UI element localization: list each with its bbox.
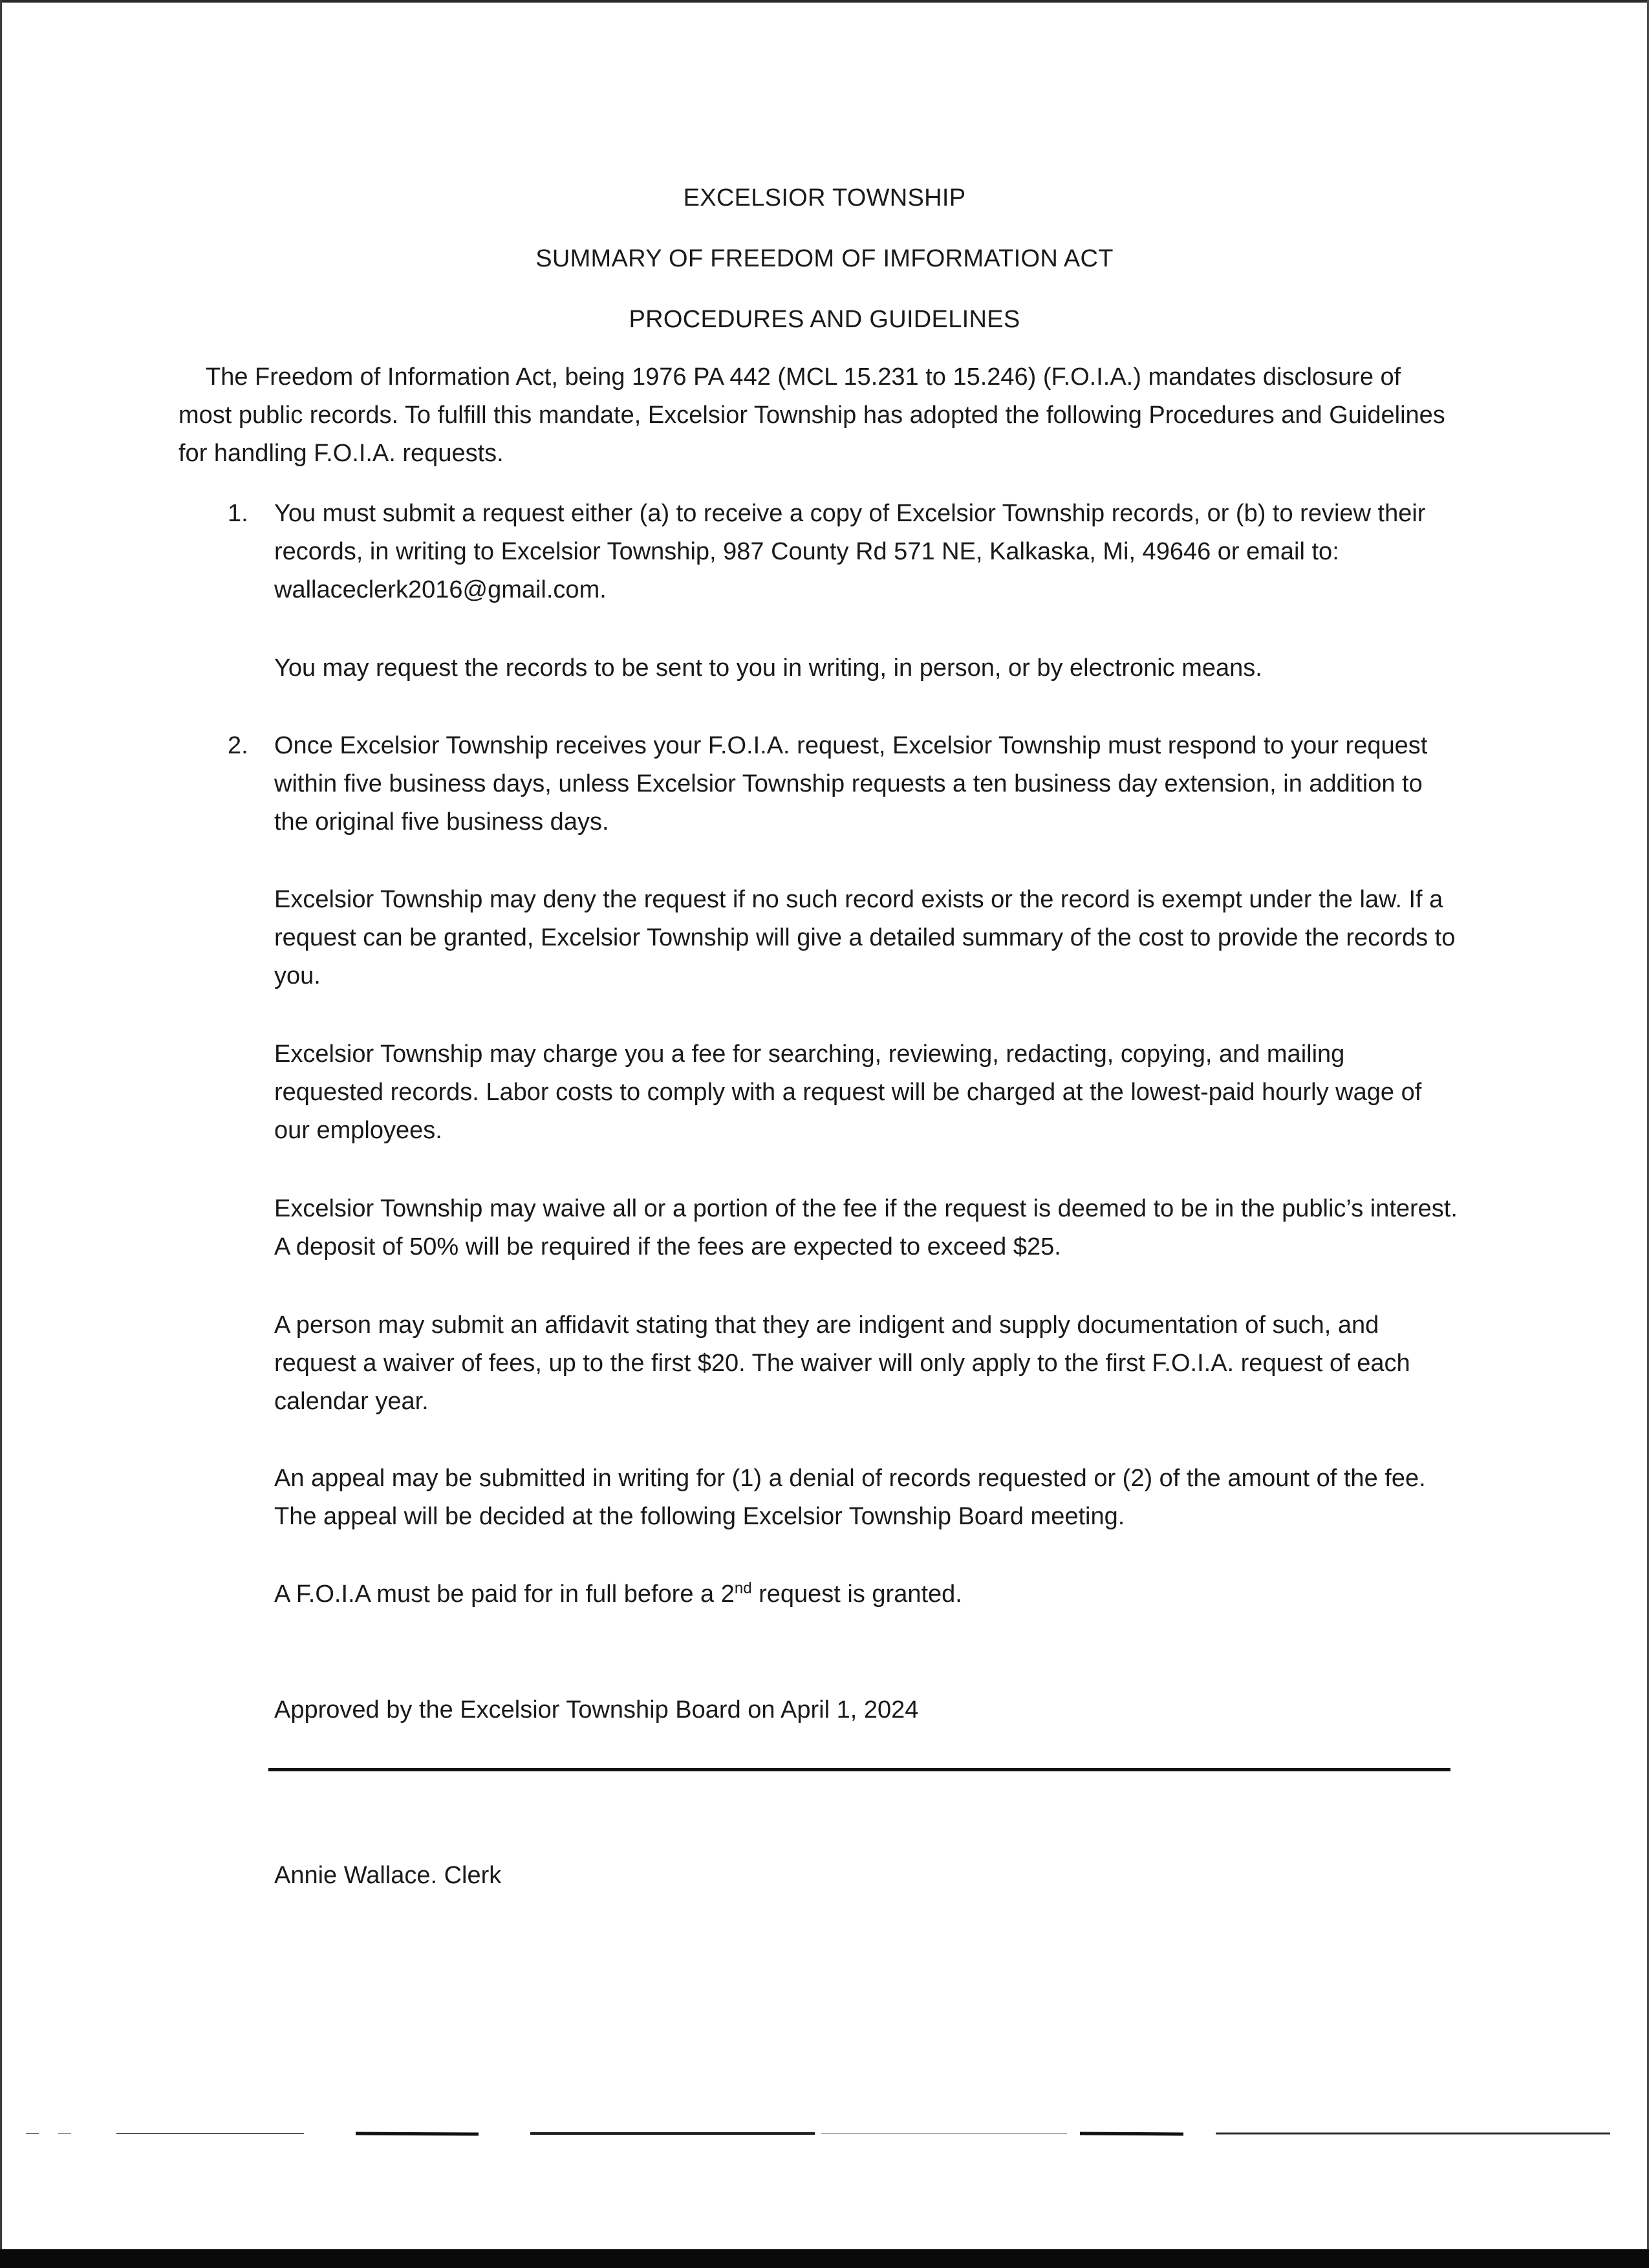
intro-paragraph: The Freedom of Information Act, being 1976 PA 442 (MCL 15.231 to 15.246) (F.O.I.A.) mandates disclosure of most public records. To fulfill this mandate, Excelsior Township has adopted the following Procedures and Guidelines for handling F.O.I.A. requests. <box>178 363 1445 467</box>
scan-top-edge <box>0 0 1649 3</box>
clerk-signature-name: Annie Wallace. Clerk <box>274 1862 502 1889</box>
item2-paragraph2: Excelsior Township may deny the request if no such record exists or the record is exempt under the law. If a request can be granted, Excelsior Township will give a detailed summary of the cost to provide the records to you. <box>274 886 1456 989</box>
scan-bottom-band <box>0 2249 1649 2268</box>
scan-artifact-dashes <box>0 2132 1649 2137</box>
list-number-1: 1. <box>228 500 248 527</box>
item2-paragraph4: Excelsior Township may waive all or a portion of the fee if the request is deemed to be in the public’s interest. A deposit of 50% will be required if the fees are expected to exceed $25. <box>274 1195 1458 1260</box>
document-subtitle: SUMMARY OF FREEDOM OF IMFORMATION ACT <box>535 245 1114 272</box>
item2-paragraph3: Excelsior Township may charge you a fee for searching, reviewing, redacting, copying, and mailing requested records. Labor costs to comply with a request will be charged at the lowest-paid hourly wage of our employees. <box>274 1041 1422 1144</box>
item2-paragraph1: Once Excelsior Township receives your F.O.I.A. request, Excelsior Township must respond to your request within five business days, unless Excelsior Township requests a ten business day extension, in addition to the original five business days. <box>274 732 1428 836</box>
list-number-2: 2. <box>228 732 248 759</box>
item1-paragraph2: You may request the records to be sent to you in writing, in person, or by electronic means. <box>274 654 1262 682</box>
signature-line <box>268 1768 1450 1771</box>
ordinal-suffix: nd <box>734 1579 752 1597</box>
item2-payment-note <box>274 1575 1458 1614</box>
item1-paragraph1: You must submit a request either (a) to receive a copy of Excelsior Township records, or (b) to review their records, in writing to Excelsior Township, 987 County Rd 571 NE, Kalkaska, Mi, 49646 or email to: wallaceclerk2016@gmail.com. <box>274 500 1426 603</box>
document-title: EXCELSIOR TOWNSHIP <box>683 184 966 211</box>
item2-paragraph6: An appeal may be submitted in writing for (1) a denial of records requested or (2) of the amount of the fee. The appeal will be decided at the following Excelsior Township Board meeting. <box>274 1465 1426 1530</box>
payment-note-text: A F.O.I.A must be paid for in full before a 2 <box>274 1581 735 1608</box>
approval-statement: Approved by the Excelsior Township Board on April 1, 2024 <box>274 1696 919 1723</box>
item2-paragraph5: A person may submit an affidavit stating that they are indigent and supply documentation of such, and request a waiver of fees, up to the first $20. The waiver will only apply to the first F.O.I.A. request of each calendar year. <box>274 1312 1410 1415</box>
payment-note-text-end: request is granted. <box>751 1581 962 1608</box>
document-subtitle-2: PROCEDURES AND GUIDELINES <box>629 306 1020 333</box>
scan-left-edge <box>0 0 2 2268</box>
